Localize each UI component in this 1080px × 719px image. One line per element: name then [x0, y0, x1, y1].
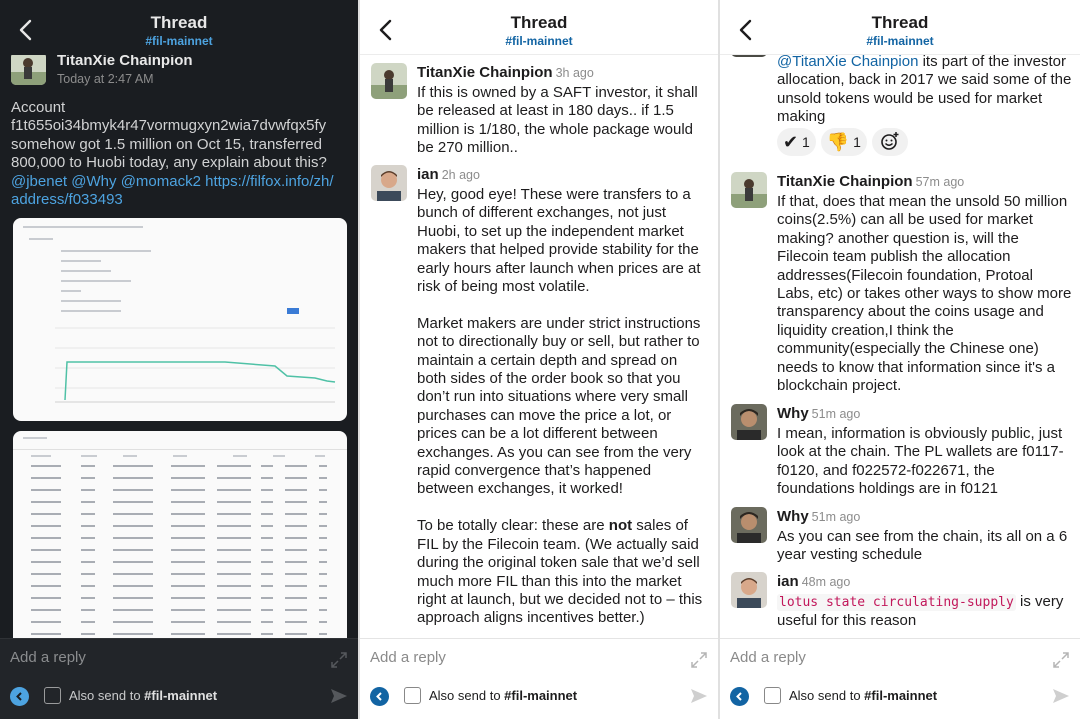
reply-input[interactable]: Add a reply [10, 649, 86, 666]
thread-panel-dark [0, 0, 358, 719]
also-send-label: Also send to #fil-mainnet [69, 688, 218, 703]
timestamp: 3h ago [555, 66, 594, 80]
mention[interactable]: @TitanXie Chainpion [777, 55, 919, 70]
message [731, 404, 1072, 499]
mention[interactable]: @jbenet [11, 172, 68, 190]
reply-composer [720, 638, 1080, 719]
avatar[interactable] [731, 404, 767, 440]
thread-title: Thread [150, 13, 208, 32]
timestamp: 51m ago [811, 510, 861, 524]
author-name[interactable]: ian [417, 166, 439, 183]
message-text: If that, does that mean the unsold 50 million coins(2.5%) can all be used for market making? another question is, will the Filecoin team publish the allocation addresses(Filecoin foundation, Protoal Labs, etc) or takes other ways to show more transparency about the coins usage and liquidity creation,I think the community(especially the Chinese one) needs to know that information since it's a blockchain project. [777, 193, 1072, 395]
thread-title: Thread [871, 13, 929, 32]
reaction-check[interactable]: ✔ 1 [777, 128, 816, 156]
thread-panel-middle [360, 0, 718, 719]
filfox-link[interactable]: https://filfox.info/zh/ [205, 172, 334, 190]
send-icon[interactable] [330, 687, 348, 705]
message-text: @TitanXie Chainpion its part of the investor allocation, back in 2017 we said some of the unsold tokens would be used for market making [777, 55, 1072, 126]
message-text: Account f1t655oi34bmyk4r47vormugxyn2wia7dvwfqx5fy somehow got 1.5 million on Oct 15, transferred 800,000 to Huobi today, any explain about this? @jbenet @Why @momack2 https://filfox.info/zh/ address/f033493 [11, 99, 352, 209]
also-send-checkbox[interactable] [404, 687, 421, 704]
message [731, 172, 1072, 397]
message [371, 165, 710, 625]
expand-icon[interactable] [1052, 651, 1070, 669]
thread-header [720, 0, 1080, 55]
channel-link[interactable]: #fil-mainnet [145, 34, 213, 48]
avatar[interactable] [731, 572, 767, 608]
mention[interactable]: @Why [71, 172, 117, 190]
also-send-checkbox[interactable] [764, 687, 781, 704]
add-reaction-button[interactable] [872, 128, 908, 156]
send-icon[interactable] [1052, 687, 1070, 705]
timestamp: 2h ago [441, 168, 480, 182]
message-text: As you can see from the chain, its all on a 6 year vesting schedule [777, 528, 1068, 564]
attached-image-table[interactable] [13, 431, 347, 638]
author-name[interactable]: Why [777, 405, 809, 422]
timestamp: 51m ago [811, 407, 861, 421]
timestamp: 48m ago [801, 575, 851, 589]
reactions [777, 128, 913, 156]
avatar[interactable] [11, 55, 46, 85]
author-name[interactable]: ian [777, 573, 799, 590]
filfox-link-cont[interactable]: address/f033493 [11, 191, 123, 209]
thread-messages [360, 55, 718, 638]
thread-messages [0, 55, 358, 638]
channel-link[interactable]: #fil-mainnet [866, 34, 934, 48]
expand-icon[interactable] [330, 651, 348, 669]
author-name[interactable]: TitanXie Chainpion [417, 64, 553, 81]
thread-panel-right [720, 0, 1080, 719]
message-text: lotus state circulating-supply is very useful for this reason [777, 593, 1064, 630]
timestamp: Today at 2:47 AM [57, 72, 154, 86]
thread-header [0, 0, 358, 55]
reply-input[interactable]: Add a reply [730, 649, 806, 666]
thread-title: Thread [510, 13, 568, 32]
reply-composer [0, 638, 358, 719]
check-mark-icon: ✔ [783, 132, 799, 152]
also-send-label: Also send to #fil-mainnet [789, 688, 938, 703]
send-icon[interactable] [690, 687, 708, 705]
expand-icon[interactable] [690, 651, 708, 669]
thread-header [360, 0, 718, 55]
code-snippet: lotus state circulating-supply [779, 595, 1014, 610]
message [371, 63, 710, 163]
avatar[interactable] [371, 165, 407, 201]
author-name[interactable]: TitanXie Chainpion [57, 55, 193, 69]
message-text: Hey, good eye! These were transfers to a bunch of different exchanges, not just Huobi, to set up the independent market makers that helped provide stability for the early hours after launch when prices are at risk of being most volatile. Market makers are under strict instructions not to directionally buy or sell, but rather to maintain a certain depth and spread on both sides of the order book so that you don’t run into situations where very small purchases can move the price a lot, or prices can be a lot different between exchanges. As you can see from the very rapid convergence that’s happened between exchanges, it worked! To be totally clear: these are not sales of FIL by the Filecoin team. (We actually said during the original token sale that we’d sell much more FIL than this into the market right at launch, but we decided not to – this approach aligns incentives better.) [417, 186, 703, 627]
avatar[interactable] [731, 507, 767, 543]
reaction-thumbs-down[interactable]: 👎 1 [821, 128, 867, 156]
thumbs-down-icon: 👎 [826, 132, 850, 152]
avatar[interactable] [371, 63, 407, 99]
avatar[interactable] [731, 172, 767, 208]
chevron-left-circle-icon[interactable] [370, 687, 389, 706]
message-text: I mean, information is obviously public, just look at the chain. The PL wallets are f0117-f0120, and f022572-f022671, the foundations holdings are in f0121 [777, 425, 1064, 498]
message [731, 572, 1072, 632]
author-name[interactable]: TitanXie Chainpion [777, 173, 913, 190]
message [731, 55, 1072, 163]
mention[interactable]: @momack2 [120, 172, 201, 190]
author-name[interactable]: Why [777, 508, 809, 525]
attached-image-chart[interactable] [13, 218, 347, 421]
also-send-label: Also send to #fil-mainnet [429, 688, 578, 703]
message-text: If this is owned by a SAFT investor, it shall be released at least in 180 days.. if 1.5 million is 1/180, the whole package would be 270 million.. [417, 84, 698, 157]
also-send-checkbox[interactable] [44, 687, 61, 704]
chevron-left-circle-icon[interactable] [10, 687, 29, 706]
channel-link[interactable]: #fil-mainnet [505, 34, 573, 48]
chevron-left-circle-icon[interactable] [730, 687, 749, 706]
message [731, 507, 1072, 565]
reply-input[interactable]: Add a reply [370, 649, 446, 666]
thread-messages [720, 55, 1080, 638]
timestamp: 57m ago [915, 175, 965, 189]
avatar [731, 55, 767, 57]
reply-composer [360, 638, 718, 719]
add-emoji-icon [880, 131, 900, 151]
